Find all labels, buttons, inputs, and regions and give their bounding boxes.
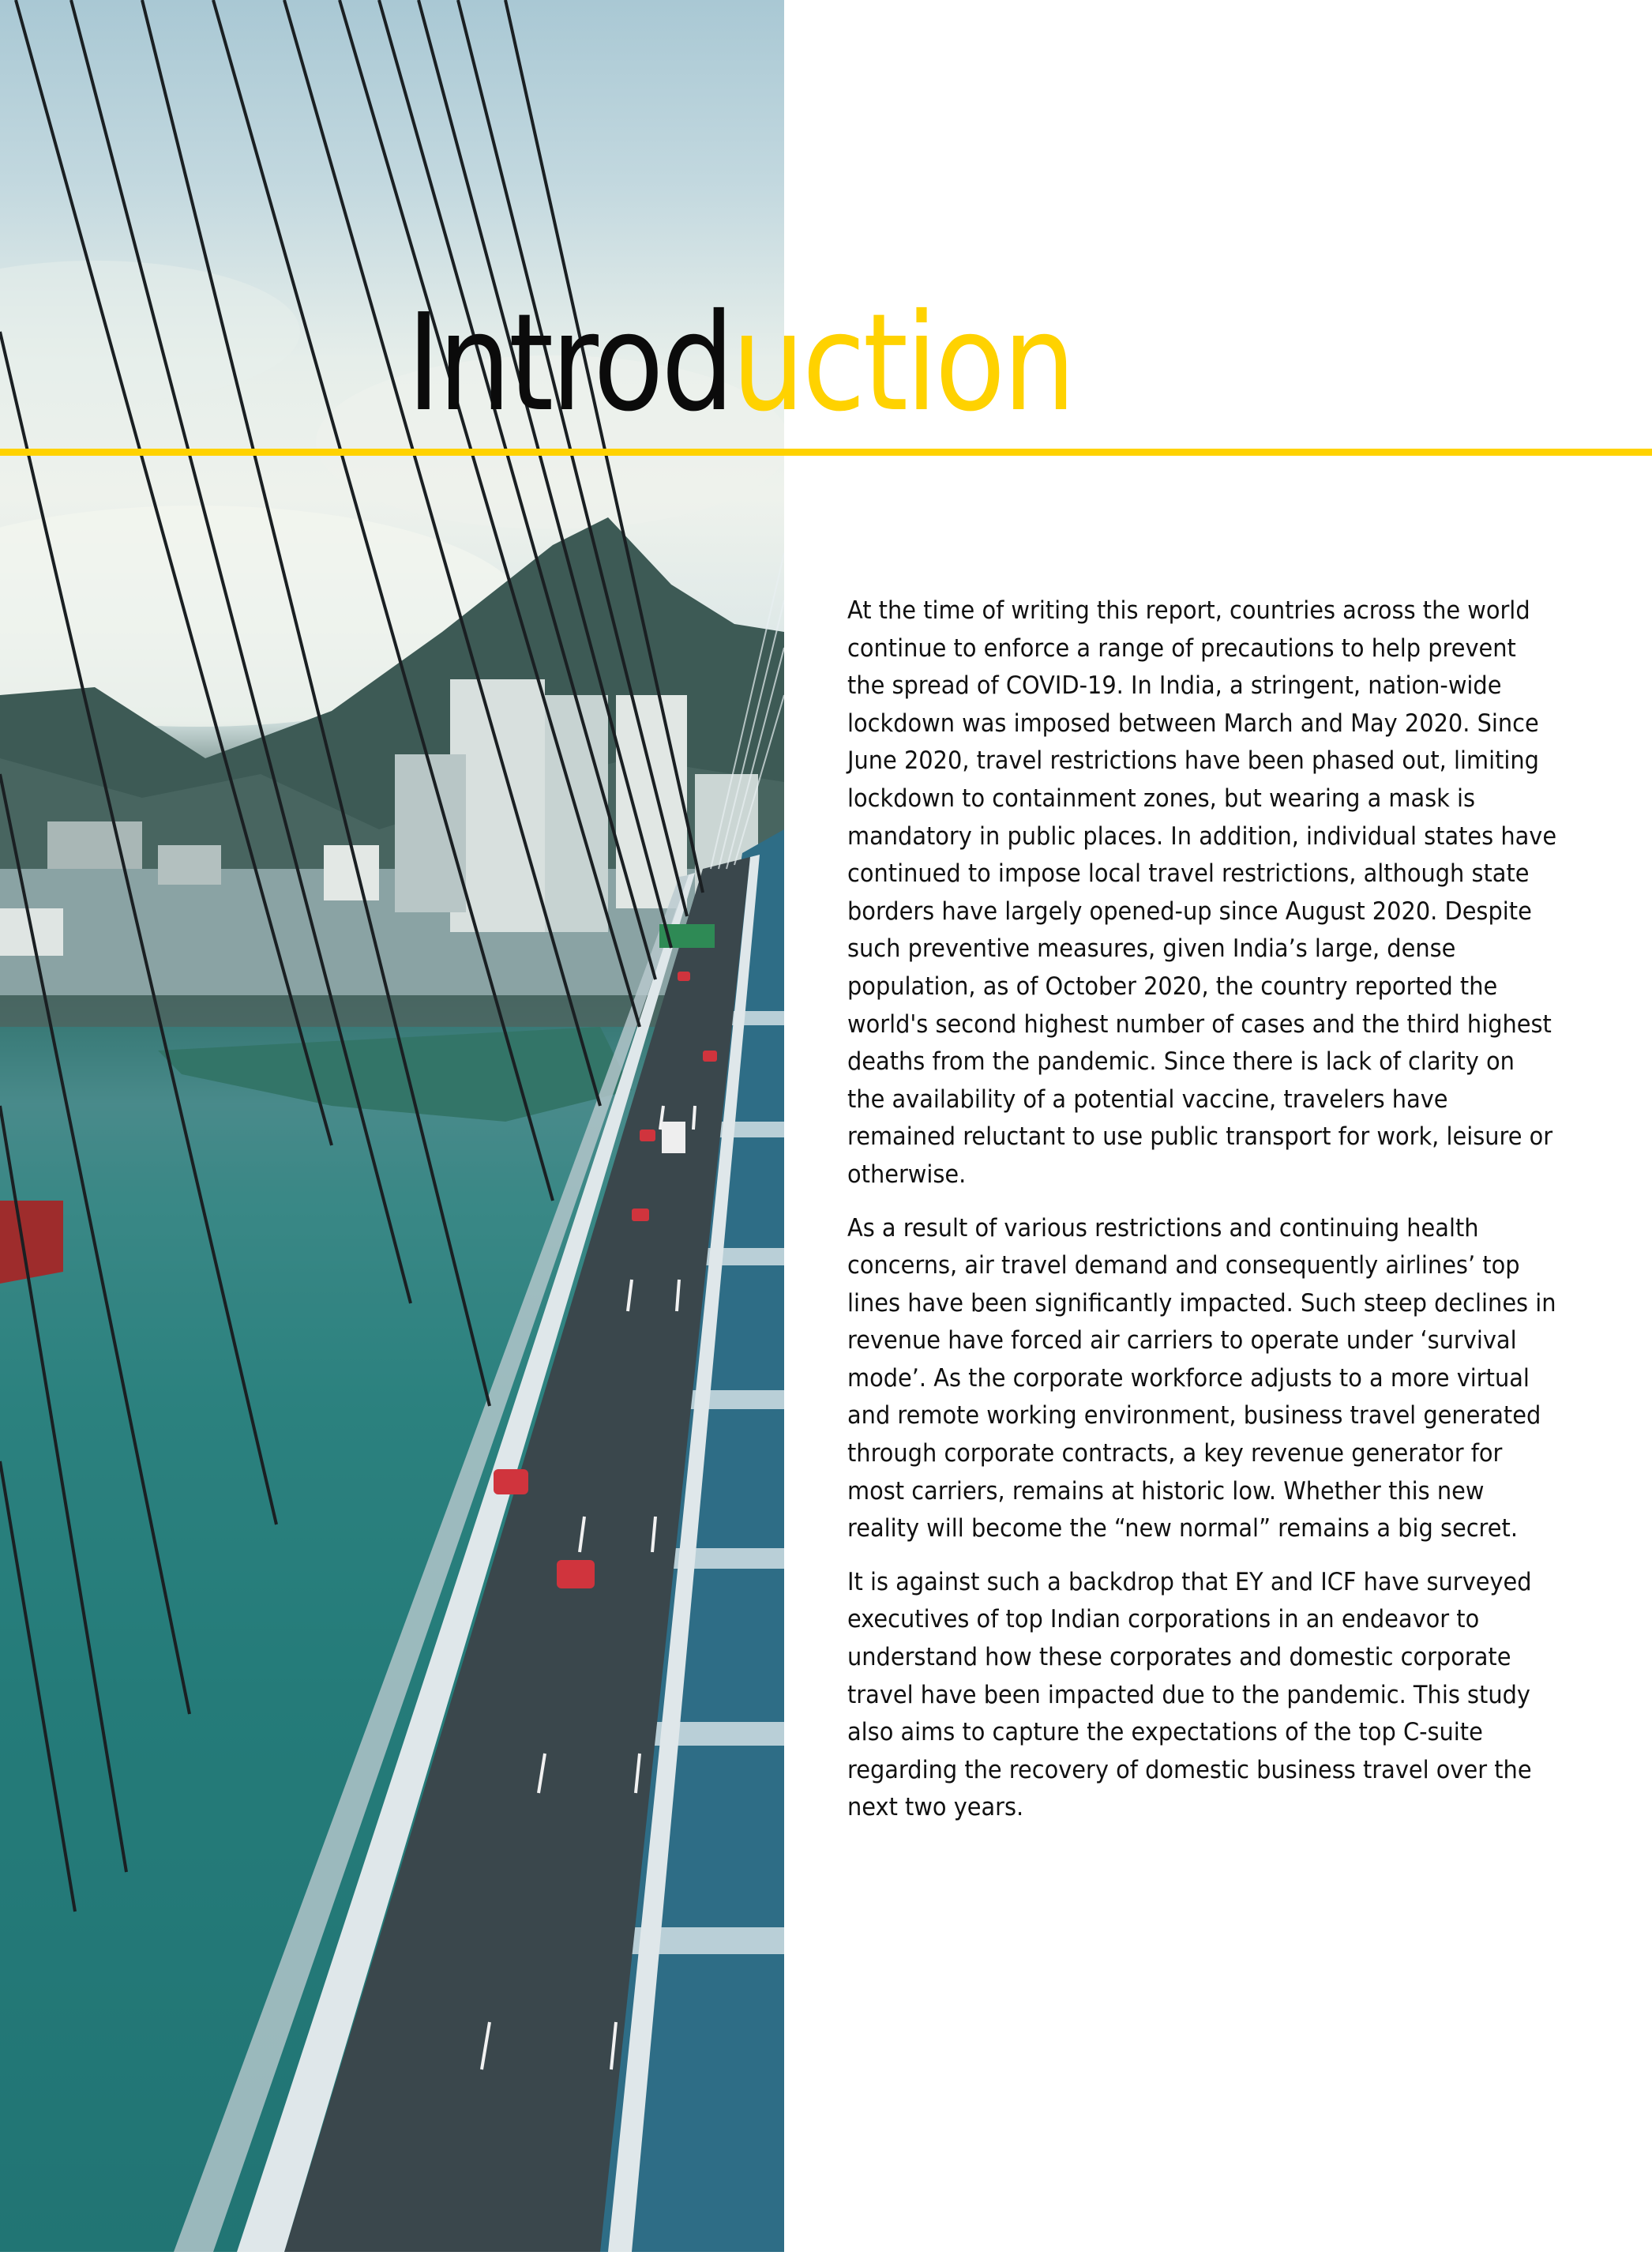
page-title [407,284,1073,442]
paragraph-air-travel-impact: As a result of various restrictions and continuing health concerns, air travel demand and consequently airlines’ top lines have been significantly impacted. Such steep declines in revenue have forced air carriers to operate under ‘survival mode’. As the corporate workforce adjusts to a more virtual and remote working environment, business travel generated through corporate contracts, a key revenue generator for most carriers, remains at historic low. Whether this new reality will become the “new normal” remains a big secret. [847,1213,1556,1543]
title-underline-rule [0,449,1652,456]
page-title-dark-part: Introd [407,285,732,442]
paragraph-study-purpose: It is against such a backdrop that EY and ICF have surveyed executives of top Indian corporations in an endeavor to understand how these corporates and domestic corporate travel have been impacted due to the pandemic. This study also aims to capture the expectations of the top C-suite regarding the recovery of domestic business travel over the next two years. [847,1567,1532,1822]
paragraph-covid-restrictions: At the time of writing this report, countries across the world continue to enforce a range of precautions to help prevent the spread of COVID-19. In India, a stringent, nation-wide lockdown was imposed between March and May 2020. Since June 2020, travel restrictions have been phased out, limiting lockdown to containment zones, but wearing a mask is mandatory in public places. In addition, individual states have continued to impose local travel restrictions, although state borders have largely opened-up since August 2020. Despite such preventive measures, given India’s large, dense population, as of October 2020, the country reported the world's second highest number of cases and the third highest deaths from the pandemic. Since there is lack of clarity on the availability of a potential vaccine, travelers have remained reluctant to use public transport for work, leisure or otherwise. [847,596,1557,1189]
page-title-accent-part: uction [731,285,1074,442]
introduction-body [847,592,1558,1843]
